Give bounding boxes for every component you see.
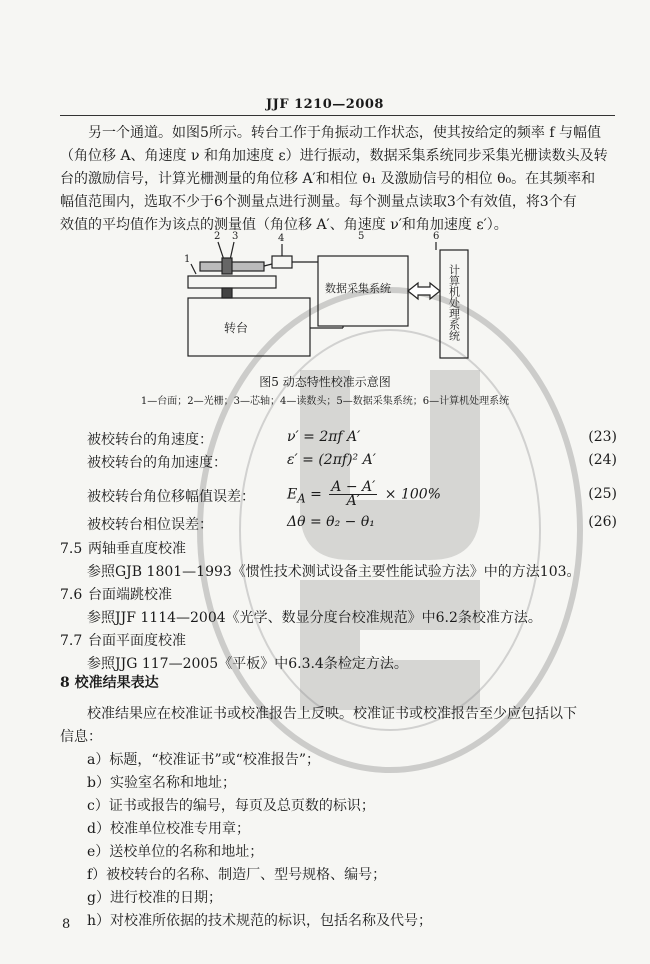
section-title: 两轴垂直度校准 [88, 541, 186, 557]
intro-line: 台的激励信号，计算光栅测量的角位移 A′和相位 θ₁ 及激励信号的相位 θ₀。在其频率和 [60, 171, 596, 187]
figure-label-6: 6 [433, 231, 440, 242]
equation-formula: Δθ = θ₂ − θ₁ [287, 514, 375, 530]
list-item: f）被校转台的名称、制造厂、型号规格、编号； [87, 867, 387, 883]
equation-25 [87, 481, 617, 511]
figure-label-3: 3 [232, 231, 239, 242]
page-number: 8 [62, 917, 71, 932]
section-7-6-body: 参照JJF 1114—2004《光学、数显分度台校准规范》中6.2条校准方法。 [87, 610, 542, 626]
turntable-label: 转台 [224, 321, 249, 335]
figure-label-5: 5 [358, 231, 365, 242]
section-7-7-heading [60, 630, 186, 650]
equation-number: (23) [588, 429, 617, 445]
figure-label-2: 2 [214, 231, 221, 242]
figure-label-1: 1 [184, 254, 191, 265]
list-item: e）送校单位的名称和地址； [87, 844, 264, 860]
figure-legend: 1—台面；2—光栅；3—芯轴；4—读数头；5—数据采集系统；6—计算机处理系统 [140, 396, 510, 407]
equation-label: 被校转台的角速度： [87, 432, 213, 448]
calibration-info-list [87, 749, 432, 933]
equation-23 [87, 429, 617, 451]
section-7-5-body: 参照GJB 1801—1993《惯性技术测试设备主要性能试验方法》中的方法103。 [87, 564, 581, 580]
calibration-diagram [178, 228, 478, 378]
equation-26 [87, 514, 617, 536]
intro-line: 另一个通道。如图5所示。转台工作于角振动工作状态，使其按给定的频率 f 与幅值 [88, 125, 601, 141]
section-8-heading: 8 校准结果表达 [60, 675, 159, 691]
list-item: c）证书或报告的编号，每页及总页数的标识； [87, 798, 375, 814]
section-8-intro-continued: 信息： [60, 729, 102, 745]
equation-tail: × 100% [380, 486, 441, 503]
equation-formula [287, 481, 441, 508]
intro-line: 效值的平均值作为该点的测量值（角位移 A′、角速度 ν′和角加速度 ε′）。 [60, 217, 508, 233]
equation-fraction [329, 481, 377, 508]
computer-label: 计算机处理系统 [447, 264, 461, 341]
daq-label: 数据采集系统 [325, 282, 391, 295]
section-7-7-body: 参照JJG 117—2005《平板》中6.3.4条检定方法。 [87, 656, 408, 672]
section-7-6-heading [60, 584, 172, 604]
fraction-numerator: A − A′ [331, 479, 376, 495]
equation-label: 被校转台相位误差： [87, 517, 213, 533]
figure-label-4: 4 [278, 233, 285, 244]
intro-line: （角位移 A、角速度 ν 和角加速度 ε）进行振动，数据采集系统同步采集光栅读数头及转 [60, 148, 608, 164]
section-number: 7.7 [60, 633, 83, 649]
section-number: 7.5 [60, 541, 83, 557]
list-item: h）对校准所依据的技术规范的标识，包括名称及代号； [87, 913, 433, 929]
header-rule [60, 115, 615, 116]
equation-lhs: E [287, 486, 298, 503]
equation-label: 被校转台的角加速度： [87, 455, 227, 471]
equation-formula: ν′ = 2πf A′ [287, 429, 361, 445]
equation-24 [87, 452, 617, 474]
section-title: 台面端跳校准 [88, 587, 172, 603]
fraction-denominator: A′ [346, 493, 360, 509]
equation-number: (26) [588, 514, 617, 530]
page-header: JJF 1210—2008 [266, 97, 384, 112]
section-8-intro: 校准结果应在校准证书或校准报告上反映。校准证书或校准报告至少应包括以下 [87, 706, 577, 722]
figure-caption: 图5 动态特性校准示意图 [259, 375, 391, 389]
intro-paragraph [60, 122, 615, 237]
equation-number: (25) [588, 486, 617, 502]
list-item: g）进行校准的日期； [87, 890, 222, 906]
section-title: 台面平面度校准 [88, 633, 186, 649]
list-item: d）校准单位校准专用章； [87, 821, 250, 837]
section-number: 7.6 [60, 587, 83, 603]
equation-formula: ε′ = (2πf)² A′ [287, 452, 376, 468]
section-7-5-heading [60, 538, 186, 558]
list-item: a）标题，“校准证书”或“校准报告”； [87, 752, 320, 768]
intro-line: 幅值范围内，选取不少于6个测量点进行测量。每个测量点读取3个有效值，将3个有 [60, 194, 577, 210]
equation-subscript: A [297, 491, 306, 506]
equation-label: 被校转台角位移幅值误差： [87, 489, 255, 505]
list-item: b）实验室名称和地址； [87, 775, 236, 791]
equation-equals: = [305, 486, 327, 503]
equation-number: (24) [588, 452, 617, 468]
